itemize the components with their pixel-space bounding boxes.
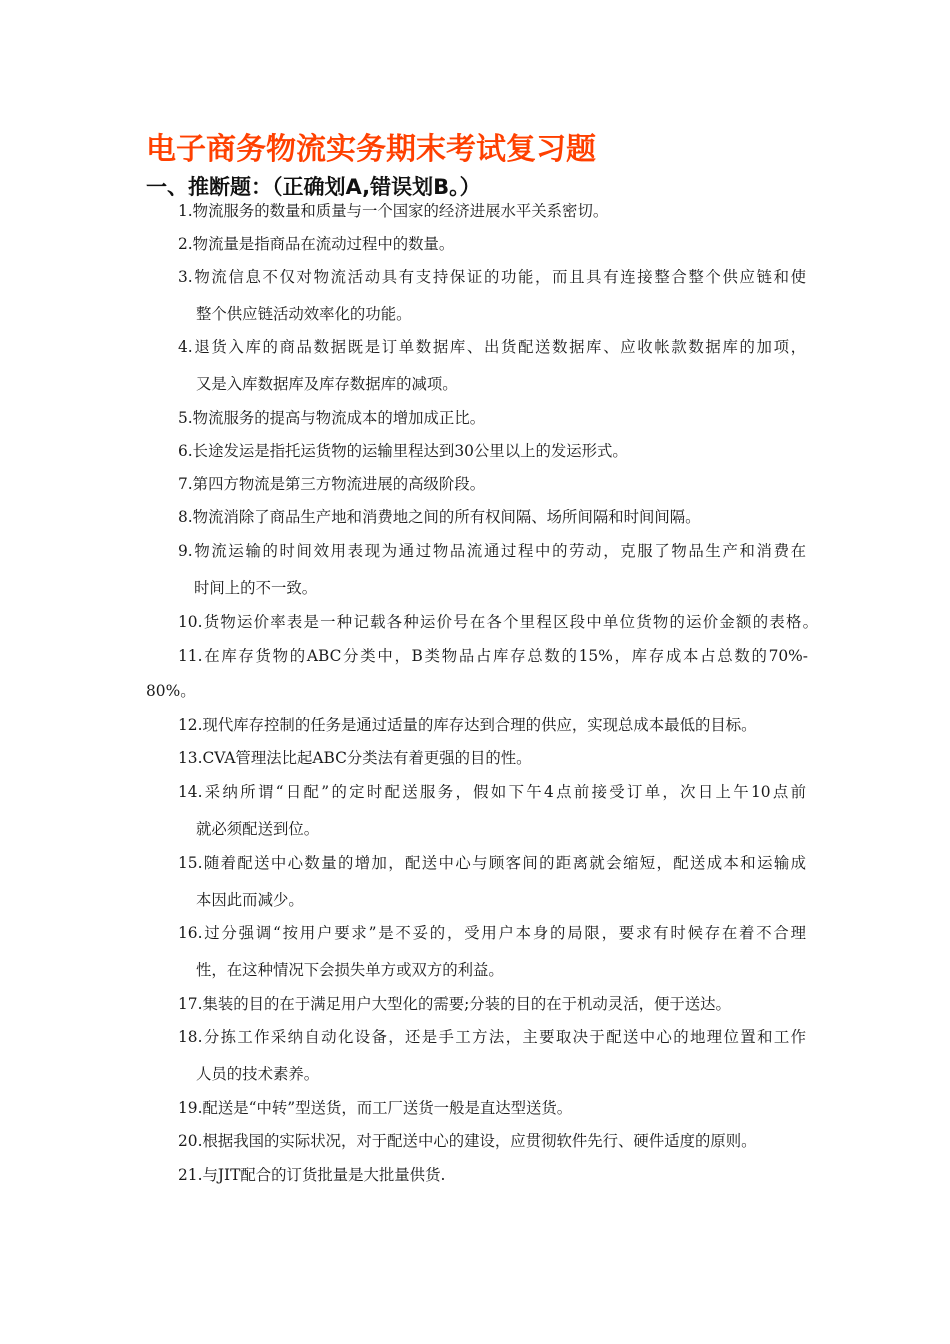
question-item-continuation: 本因此而减少。 bbox=[196, 891, 304, 909]
question-item-continuation: 性，在这种情况下会损失单方或双方的利益。 bbox=[196, 961, 504, 979]
question-item-continuation: 80%。 bbox=[146, 682, 196, 700]
question-item: 13.CVA管理法比起ABC分类法有着更强的目的性。 bbox=[178, 749, 532, 767]
question-item: 7.第四方物流是第三方物流进展的高级阶段。 bbox=[178, 475, 486, 493]
question-item: 5.物流服务的提高与物流成本的增加成正比。 bbox=[178, 409, 486, 427]
question-item: 6.长途发运是指托运货物的运输里程达到30公里以上的发运形式。 bbox=[178, 442, 628, 460]
question-item: 18.分拣工作采纳自动化设备，还是手工方法，主要取决于配送中心的地理位置和工作 bbox=[178, 1028, 806, 1046]
question-item: 16.过分强调“按用户要求”是不妥的，受用户本身的局限，要求有时候存在着不合理 bbox=[178, 924, 806, 942]
page-title: 电子商务物流实务期末考试复习题 bbox=[146, 132, 596, 167]
question-item: 3.物流信息不仅对物流活动具有支持保证的功能，而且具有连接整合整个供应链和使 bbox=[178, 268, 806, 286]
question-item: 4.退货入库的商品数据既是订单数据库、出货配送数据库、应收帐款数据库的加项， bbox=[178, 338, 806, 356]
question-item: 8.物流消除了商品生产地和消费地之间的所有权间隔、场所间隔和时间间隔。 bbox=[178, 508, 701, 526]
question-item: 9.物流运输的时间效用表现为通过物品流通过程中的劳动，克服了物品生产和消费在 bbox=[178, 542, 806, 560]
question-item: 14.采纳所谓“日配”的定时配送服务，假如下午4点前接受订单，次日上午10点前 bbox=[178, 783, 806, 801]
question-item: 1.物流服务的数量和质量与一个国家的经济进展水平关系密切。 bbox=[178, 202, 609, 220]
question-item-continuation: 又是入库数据库及库存数据库的减项。 bbox=[196, 375, 458, 393]
question-item: 21.与JIT配合的订货批量是大批量供货. bbox=[178, 1166, 446, 1184]
question-item: 19.配送是“中转”型送货，而工厂送货一般是直达型送货。 bbox=[178, 1099, 573, 1117]
question-item: 20.根据我国的实际状况，对于配送中心的建设，应贯彻软件先行、硬件适度的原则。 bbox=[178, 1132, 757, 1150]
question-item: 2.物流量是指商品在流动过程中的数量。 bbox=[178, 235, 455, 253]
question-item: 15.随着配送中心数量的增加，配送中心与顾客间的距离就会缩短，配送成本和运输成 bbox=[178, 854, 806, 872]
question-item: 12.现代库存控制的任务是通过适量的库存达到合理的供应，实现总成本最低的目标。 bbox=[178, 716, 757, 734]
question-item: 10.货物运价率表是一种记载各种运价号在各个里程区段中单位货物的运价金额的表格。 bbox=[178, 613, 818, 631]
question-item-continuation: 人员的技术素养。 bbox=[196, 1065, 320, 1083]
question-item-continuation: 时间上的不一致。 bbox=[194, 579, 318, 597]
question-item-continuation: 就必须配送到位。 bbox=[196, 820, 320, 838]
question-item: 11.在库存货物的ABC分类中，B类物品占库存总数的15%，库存成本占总数的70%- bbox=[178, 647, 808, 665]
question-item-continuation: 整个供应链活动效率化的功能。 bbox=[196, 305, 412, 323]
section-heading: 一、推断题：（正确划A,错误划B。） bbox=[146, 175, 481, 199]
question-item: 17.集装的目的在于满足用户大型化的需要;分装的目的在于机动灵活，便于送达。 bbox=[178, 995, 731, 1013]
